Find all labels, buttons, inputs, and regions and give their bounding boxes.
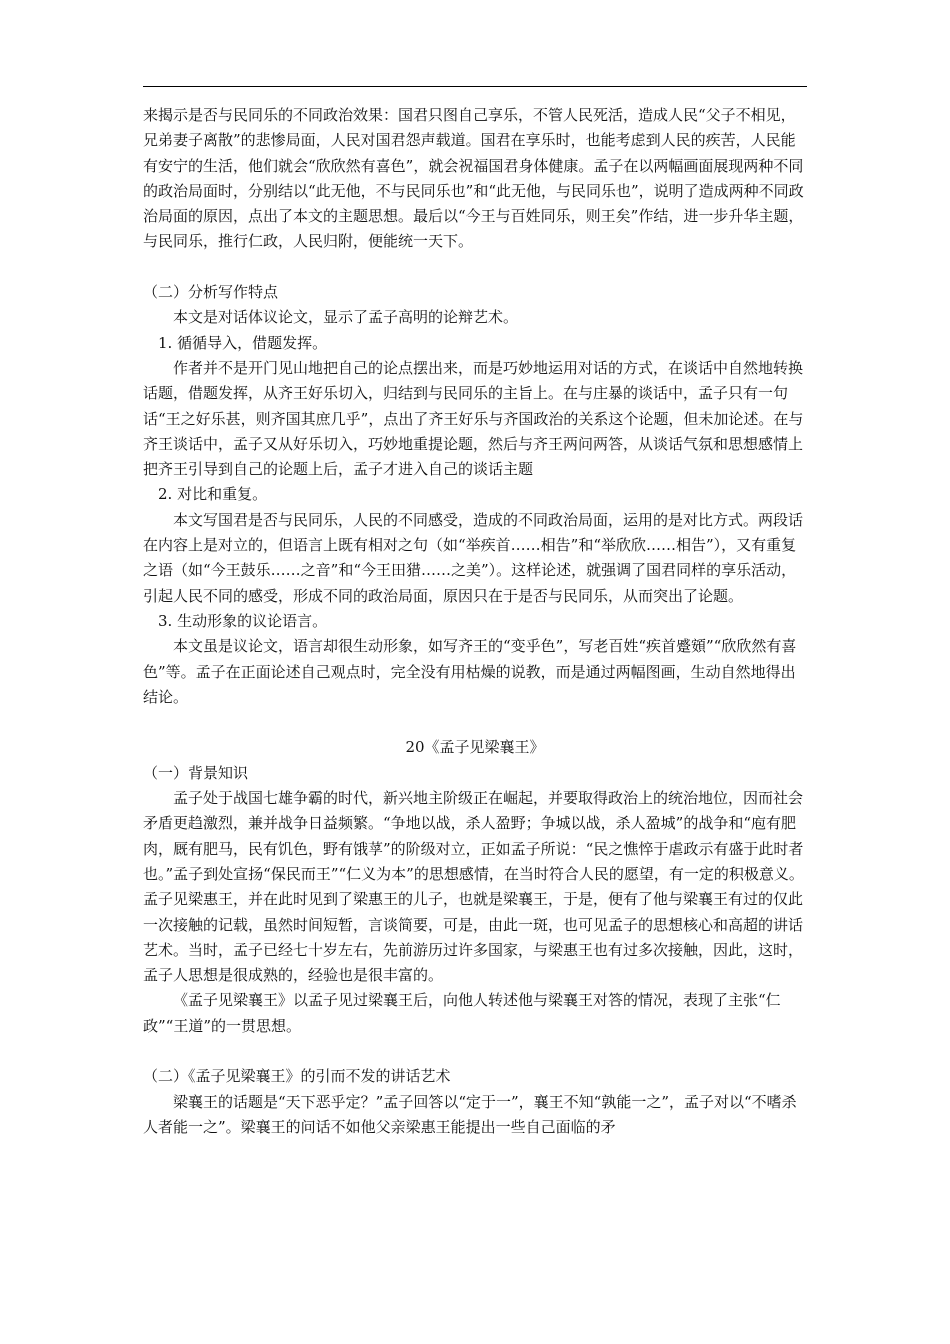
paragraph-dialogue-essay: 本文是对话体议论文，显示了孟子高明的论辩艺术。 xyxy=(173,308,519,327)
document-body xyxy=(143,103,807,1140)
paragraph-guided-introduction: 作者并不是开门见山地把自己的论点摆出来，而是巧妙地运用对话的方式，在谈话中自然地转换话题，借题发挥，从齐王好乐切入，归结到与民同乐的主旨上。在与庄暴的谈话中，孟子只有一句话“王之好乐甚，则齐国其庶几乎”，点出了齐王好乐与齐国政治的关系这个论题，但未加论述。在与齐王谈话中，孟子又从好乐切入，巧妙地重提论题，然后与齐王两问两答，从谈话气氛和思想感情上把齐王引导到自己的论题上后，孟子才进入自己的谈话主题 xyxy=(143,358,804,479)
spacer xyxy=(143,1039,807,1064)
section-heading-writing-features: （二）分析写作特点 xyxy=(143,283,279,302)
subheading-2: 2. 对比和重复。 xyxy=(158,485,268,504)
paragraph-summary: 《孟子见梁襄王》以孟子见过梁襄王后，向他人转述他与梁襄王对答的情况，表现了主张“仁政”“王道”的一贯思想。 xyxy=(143,991,781,1035)
paragraph-speech-art: 梁襄王的话题是“天下恶乎定？”孟子回答以“定于一”，襄王不知“孰能一之”，孟子对以“不嗜杀人者能一之”。梁襄王的问话不如他父亲梁惠王能提出一些自己面临的矛 xyxy=(143,1092,797,1136)
paragraph-background: 孟子处于战国七雄争霸的时代，新兴地主阶级正在崛起，并要取得政治上的统治地位，因而社会矛盾更趋激烈，兼并战争日益频繁。“争地以战，杀人盈野；争城以战，杀人盈城”的战争和“庖有肥肉，厩有肥马，民有饥色，野有饿莩”的阶级对立，正如孟子所说：“民之憔悴于虐政示有盛于此时者也。”孟子到处宣扬“保民而王”“仁义为本”的思想感情，在当时符合人民的愿望，有一定的积极意义。孟子见梁惠王，并在此时见到了梁惠王的儿子，也就是梁襄王，于是，便有了他与梁襄王有过的仅此一次接触的记载，虽然时间短暂，言谈简要，可是，由此一斑，也可见孟子的思想核心和高超的讲话艺术。当时，孟子已经七十岁左右，先前游历过许多国家，与梁惠王也有过多次接触，因此，这时，孟子人思想是很成熟的，经验也是很丰富的。 xyxy=(143,789,804,985)
section-heading-background: （一）背景知识 xyxy=(143,763,249,782)
section-heading-speech-art: （二）《孟子见梁襄王》的引而不发的讲话艺术 xyxy=(143,1067,451,1086)
lesson-title: 20《孟子见梁襄王》 xyxy=(405,738,545,757)
paragraph-contrast-repetition: 本文写国君是否与民同乐，人民的不同感受，造成的不同政治局面，运用的是对比方式。两段话在内容上是对立的，但语言上既有相对之句（如“举疾首……相告”和“举欣欣……相告”），又有重复之语（如“今王鼓乐……之音”和“今王田猎……之美”）。这样论述，就强调了国君同样的享乐活动，引起人民不同的感受，形成不同的政治局面，原因只在于是否与民同乐，从而突出了论题。 xyxy=(143,510,804,605)
subheading-3: 3. 生动形象的议论语言。 xyxy=(158,611,328,630)
paragraph-contrast-summary: 来揭示是否与民同乐的不同政治效果：国君只图自己享乐，不管人民死活，造成人民“父子不相见，兄弟妻子离散”的悲惨局面，人民对国君怨声载道。国君在享乐时，也能考虑到人民的疾苦，人民能有安宁的生活，他们就会“欣欣然有喜色”，就会祝福国君身体健康。孟子在以两幅画面展现两种不同的政治局面时，分别结以“此无他，不与民同乐也”和“此无他，与民同乐也”，说明了造成两种不同政治局面的原因，点出了本文的主题思想。最后以“今王与百姓同乐，则王矣”作结，进一步升华主题，与民同乐，推行仁政，人民归附，便能统一天下。 xyxy=(143,106,804,251)
spacer xyxy=(143,710,807,735)
spacer xyxy=(143,255,807,280)
subheading-1: 1. 循循导入，借题发挥。 xyxy=(158,333,328,352)
header-rule xyxy=(143,86,807,87)
paragraph-vivid-language: 本文虽是议论文，语言却很生动形象，如写齐王的“变乎色”，写老百姓“疾首蹙頞”“欣欣然有喜色”等。孟子在正面论述自己观点时，完全没有用枯燥的说教，而是通过两幅图画，生动自然地得出结论。 xyxy=(143,637,797,706)
